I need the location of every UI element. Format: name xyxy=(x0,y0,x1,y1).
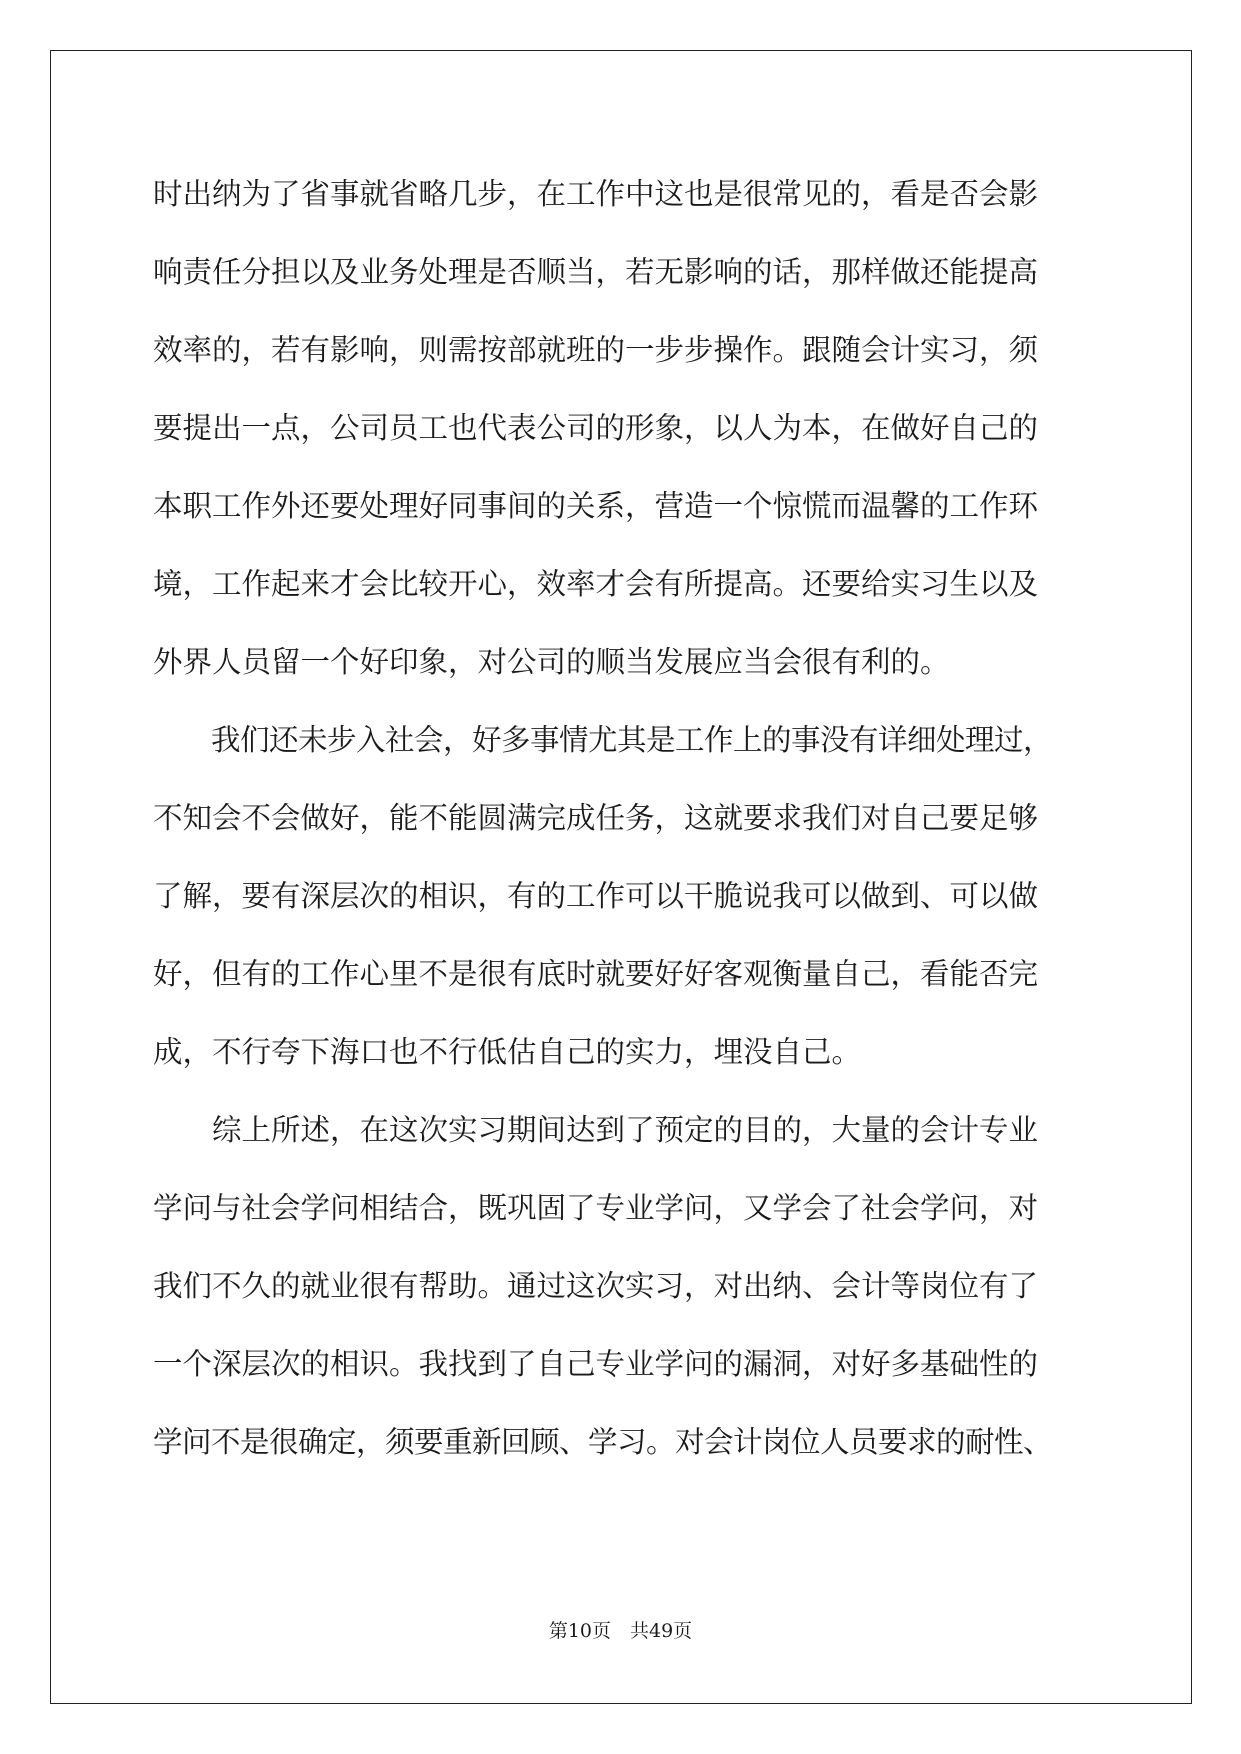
page-number: 第10页 共49页 xyxy=(548,1620,693,1642)
text-line-12: 成，不行夸下海口也不行低估自己的实力，埋没自己。 xyxy=(153,1035,862,1069)
text-line-10: 了解，要有深层次的相识，有的工作可以干脆说我可以做到、可以做 xyxy=(153,879,1039,913)
text-line-11: 好，但有的工作心里不是很有底时就要好好客观衡量自己，看能否完 xyxy=(153,957,1039,991)
text-line-1: 时出纳为了省事就省略几步，在工作中这也是很常见的，看是否会影 xyxy=(153,177,1039,211)
text-line-3: 效率的，若有影响，则需按部就班的一步步操作。跟随会计实习，须 xyxy=(153,333,1039,367)
text-line-2: 响责任分担以及业务处理是否顺当，若无影响的话，那样做还能提高 xyxy=(153,255,1039,289)
text-line-13: 综上所述，在这次实习期间达到了预定的目的，大量的会计专业 xyxy=(153,1113,1039,1147)
text-line-16: 一个深层次的相识。我找到了自己专业学问的漏洞，对好多基础性的 xyxy=(153,1347,1039,1381)
text-line-6: 境，工作起来才会比较开心，效率才会有所提高。还要给实习生以及 xyxy=(153,567,1039,601)
text-line-4: 要提出一点，公司员工也代表公司的形象，以人为本，在做好自己的 xyxy=(153,411,1039,445)
text-line-9: 不知会不会做好，能不能圆满完成任务，这就要求我们对自己要足够 xyxy=(153,801,1039,835)
text-line-5: 本职工作外还要处理好同事间的关系，营造一个惊慌而温馨的工作环 xyxy=(153,489,1039,523)
text-line-7: 外界人员留一个好印象，对公司的顺当发展应当会很有利的。 xyxy=(153,645,950,679)
text-line-14: 学问与社会学问相结合，既巩固了专业学问，又学会了社会学问，对 xyxy=(153,1191,1039,1225)
text-line-8: 我们还未步入社会，好多事情尤其是工作上的事没有详细处理过， xyxy=(153,723,1053,757)
text-line-15: 我们不久的就业很有帮助。通过这次实习，对出纳、会计等岗位有了 xyxy=(153,1269,1039,1303)
body-text xyxy=(153,155,1093,1481)
text-line-17: 学问不是很确定，须要重新回顾、学习。对会计岗位人员要求的耐性、 xyxy=(153,1425,1053,1459)
